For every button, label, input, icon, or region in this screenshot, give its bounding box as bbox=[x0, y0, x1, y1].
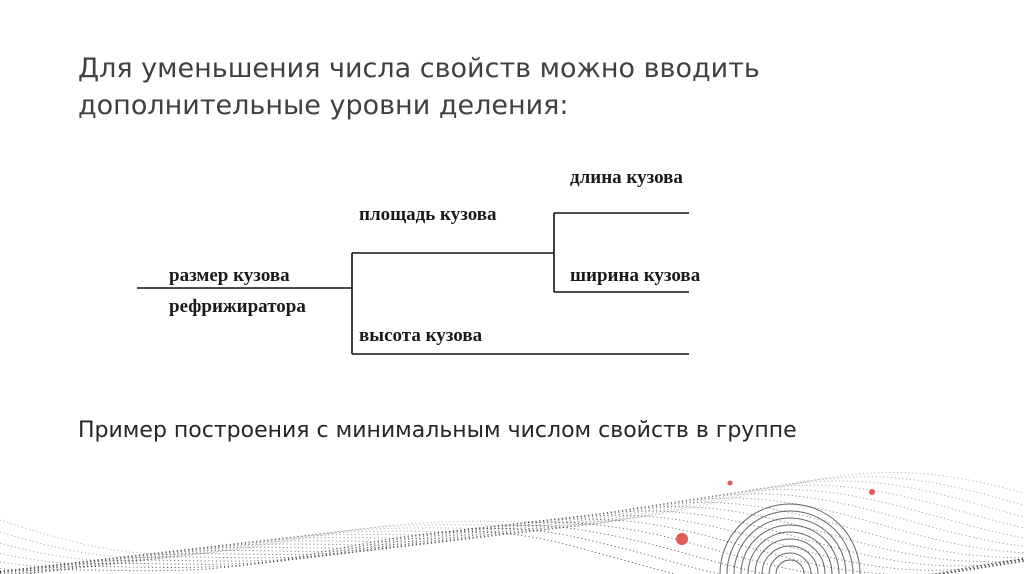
node-label-area: площадь кузова bbox=[359, 204, 497, 225]
node-label-height: высота кузова bbox=[359, 325, 483, 346]
slide-title: Для уменьшения числа свойств можно вводить дополнительные уровни деления: bbox=[78, 53, 760, 121]
root-node-label-line2: рефрижиратора bbox=[169, 296, 306, 317]
root-node-label-line1: размер кузова bbox=[169, 265, 290, 286]
slide-caption: Пример построения с минимальным числом свойств в группе bbox=[78, 418, 797, 443]
node-label-length: длина кузова bbox=[570, 167, 683, 188]
node-label-width: ширина кузова bbox=[570, 265, 701, 286]
